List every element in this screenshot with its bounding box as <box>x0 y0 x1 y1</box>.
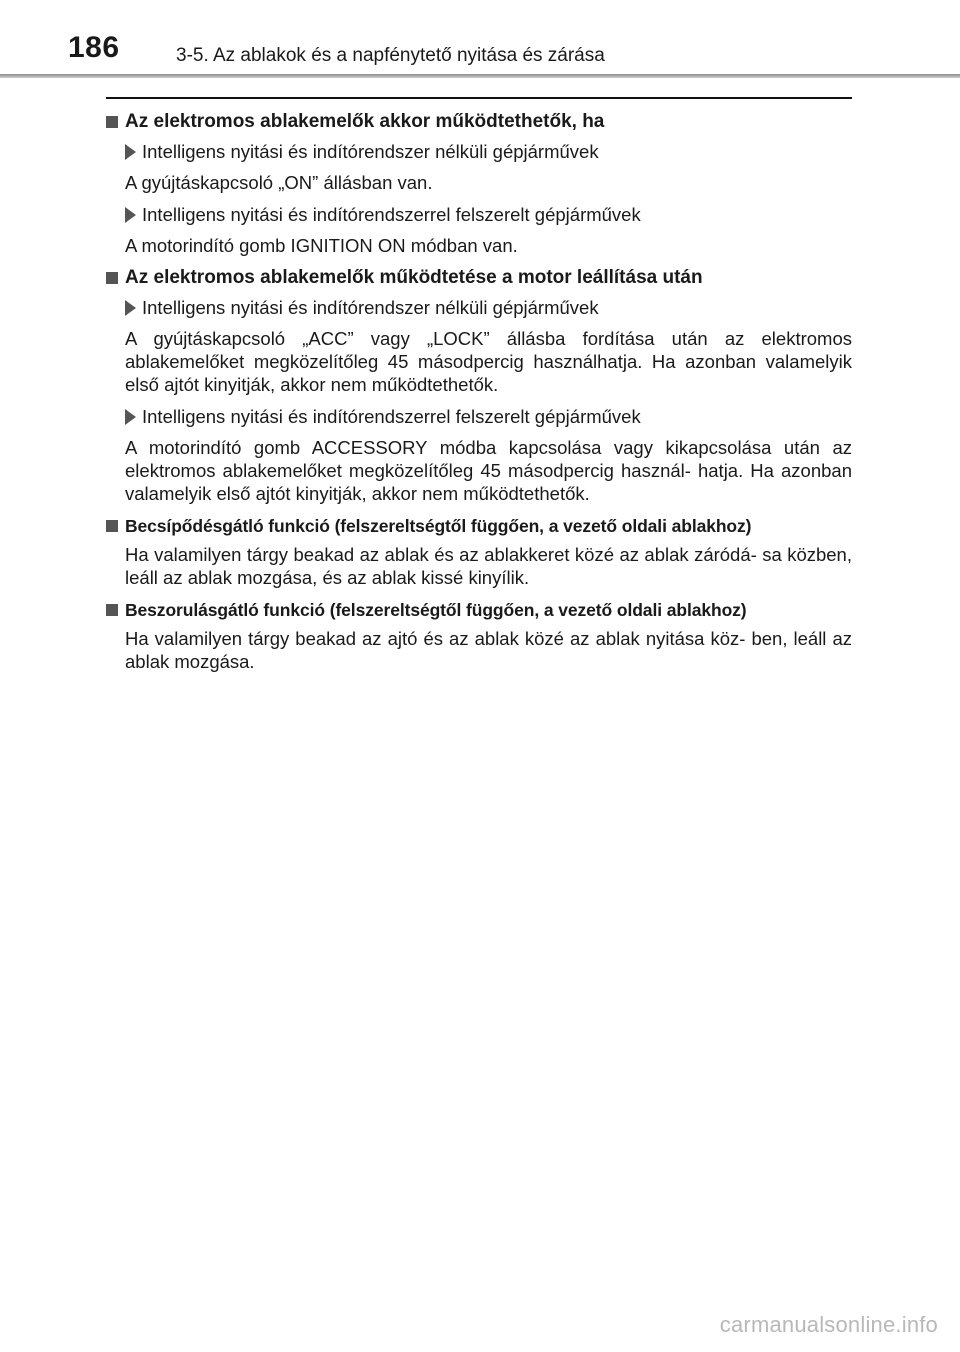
section-after-engine-off <box>106 265 852 505</box>
square-bullet-icon <box>106 520 118 532</box>
section-heading <box>106 597 852 623</box>
section-jam-protection <box>106 513 852 589</box>
section-heading <box>106 265 852 291</box>
section-heading <box>106 513 852 539</box>
list-item <box>106 627 852 673</box>
section-heading-text: Becsípődésgátló funkció (felszereltségtől függően, a vezető oldali ablakhoz) <box>125 516 752 536</box>
section-window-operation-conditions <box>106 109 852 257</box>
body-text: A motorindító gomb ACCESSORY módba kapcsolása vagy kikapcsolása után az elektromos ablakemelőket megközelítőleg 45 másodpercig használ- hatja. Ha azonban valamelyik első ajtót kinyitják, akkor nem működtethetők. <box>125 437 852 504</box>
page-header <box>0 0 960 80</box>
subheading-text: Intelligens nyitási és indítórendszerrel felszerelt gépjárművek <box>142 204 641 225</box>
section-heading-text: Az elektromos ablakemelők működtetése a motor leállítása után <box>125 267 703 288</box>
list-item <box>106 202 852 257</box>
subheading <box>125 404 852 430</box>
subheading <box>125 202 852 228</box>
page-number: 186 <box>68 31 120 64</box>
section-catch-protection <box>106 597 852 673</box>
triangle-right-icon <box>125 409 136 425</box>
section-heading-text: Beszorulásgátló funkció (felszereltségtől függően, a vezető oldali ablakhoz) <box>125 600 747 620</box>
list-item <box>106 295 852 396</box>
section-heading <box>106 109 852 135</box>
subheading <box>125 139 852 165</box>
square-bullet-icon <box>106 272 118 284</box>
list-item <box>106 543 852 589</box>
content-top-rule <box>106 97 852 99</box>
triangle-right-icon <box>125 300 136 316</box>
header-divider <box>0 74 960 78</box>
body-text: A gyújtáskapcsoló „ON” állásban van. <box>125 172 433 193</box>
page-content <box>106 97 852 681</box>
list-item <box>106 139 852 194</box>
triangle-right-icon <box>125 144 136 160</box>
body-text: Ha valamilyen tárgy beakad az ablak és az ablakkeret közé az ablak záródá- sa közben, leáll az ablak mozgása, és az ablak kissé kinyílik. <box>125 544 852 588</box>
watermark-text: carmanualsonline.info <box>719 1312 938 1337</box>
subheading-text: Intelligens nyitási és indítórendszer nélküli gépjárművek <box>142 141 599 162</box>
body-text: A motorindító gomb IGNITION ON módban van. <box>125 235 518 256</box>
body-text: A gyújtáskapcsoló „ACC” vagy „LOCK” állásba fordítása után az elektromos ablakemelőket megközelítőleg 45 másodpercig használhatja. Ha azonban valamelyik első ajtót kinyitják, akkor nem működtethetők. <box>125 328 852 395</box>
subheading <box>125 295 852 321</box>
body-text: Ha valamilyen tárgy beakad az ajtó és az ablak közé az ablak nyitása köz- ben, leáll az ablak mozgása. <box>125 628 852 672</box>
subheading-text: Intelligens nyitási és indítórendszer nélküli gépjárművek <box>142 297 599 318</box>
square-bullet-icon <box>106 604 118 616</box>
list-item <box>106 404 852 505</box>
section-heading-text: Az elektromos ablakemelők akkor működtethetők, ha <box>125 111 605 132</box>
square-bullet-icon <box>106 116 118 128</box>
triangle-right-icon <box>125 207 136 223</box>
chapter-title: 3-5. Az ablakok és a napfénytető nyitása és zárása <box>176 45 605 66</box>
subheading-text: Intelligens nyitási és indítórendszerrel felszerelt gépjárművek <box>142 406 641 427</box>
